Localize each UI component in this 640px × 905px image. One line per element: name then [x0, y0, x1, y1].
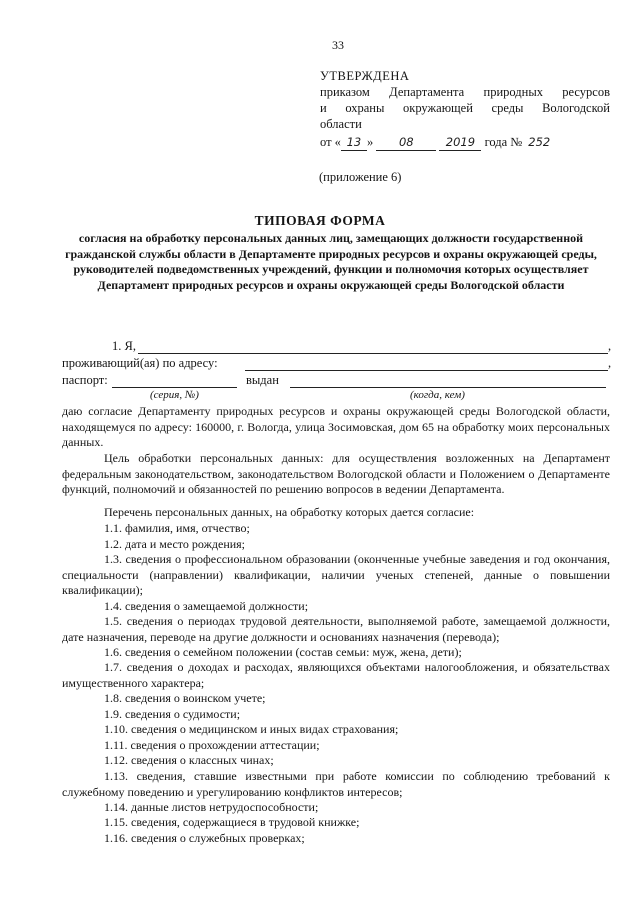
list-item: 1.2. дата и место рождения; — [104, 537, 246, 551]
approval-line-2: и охраны окружающей среды Вологодской — [320, 101, 610, 115]
list-item: 1.7. сведения о доходах и расходах, являющихся объектами налогообложения, и обязательствах имущественного характера; — [62, 660, 610, 690]
list-item: 1.1. фамилия, имя, отчество; — [104, 521, 250, 535]
handwritten-month: 08 — [376, 134, 436, 151]
date-prefix: от « — [320, 135, 341, 149]
list-item: 1.5. сведения о периодах трудовой деятельности, выполняемой работе, замещаемой должности, дате назначения, переводе на другие должности и основаниях назначения (перевода); — [62, 614, 610, 644]
list-item: 1.16. сведения о служебных проверках; — [104, 831, 305, 845]
approval-line-1: приказом Департамента природных ресурсов — [320, 85, 610, 99]
issued-label: выдан — [246, 373, 279, 387]
handwritten-year: 2019 — [439, 134, 481, 151]
page-number: 33 — [332, 38, 344, 52]
list-item: 1.12. сведения о классных чинах; — [104, 753, 274, 767]
address-comma: , — [608, 356, 612, 370]
series-caption: (серия, №) — [150, 389, 199, 401]
list-item: 1.13. сведения, ставшие известными при работе комиссии по соблюдению требований к служебному поведению и урегулированию конфликтов интересов; — [62, 769, 610, 799]
list-item: 1.10. сведения о медицинском и иных видах страхования; — [104, 722, 399, 736]
list-intro-text: Перечень персональных данных, на обработку которых дается согласие: — [104, 505, 475, 519]
appendix-label: (приложение 6) — [319, 170, 402, 184]
passport-series-underline[interactable] — [112, 387, 237, 388]
approval-date-line — [320, 134, 610, 151]
approval-title: УТВЕРЖДЕНА — [320, 69, 410, 83]
purpose-paragraph — [62, 451, 610, 498]
consent-paragraph: даю согласие Департаменту природных ресурсов и охраны окружающей среды Вологодской области, находящемуся по адресу: 160000, г. Вологда, улица Зосимовская, дом 65 на обработку моих персональных данных. — [62, 404, 610, 449]
list-item: 1.4. сведения о замещаемой должности; — [104, 599, 309, 613]
issuer-caption: (когда, кем) — [410, 389, 465, 401]
list-item: 1.6. сведения о семейном положении (состав семьи: муж, жена, дети); — [104, 645, 462, 659]
passport-issuer-underline[interactable] — [290, 387, 606, 388]
i-label: 1. Я, — [112, 339, 136, 353]
approval-line-3: области — [320, 117, 362, 131]
fullname-underline[interactable] — [138, 353, 608, 354]
passport-label: паспорт: — [62, 373, 108, 387]
form-subtitle: согласия на обработку персональных данных лиц, замещающих должности государственной гражданской службы области в Департаменте природных ресурсов и охраны окружающей среды, руководителей подведомственных учреждений, функции и полномочия которых осуществляет Департамент природных ресурсов и охраны окружающей среды Вологодской области — [65, 231, 597, 292]
handwritten-day: 13 — [341, 134, 367, 151]
list-item: 1.14. данные листов нетрудоспособности; — [104, 800, 319, 814]
purpose-text: Цель обработки персональных данных: для осуществления возложенных на Департамент федеральным законодательством, законодательством Вологодской области и Положением о Департаменте функций, полномочий и обязанностей по решению вопросов в ведении Департамента. — [62, 451, 610, 496]
list-item: 1.9. сведения о судимости; — [104, 707, 241, 721]
list-intro — [62, 505, 610, 521]
list-item: 1.8. сведения о воинском учете; — [104, 691, 266, 705]
residing-label: проживающий(ая) по адресу: — [62, 356, 218, 370]
address-underline[interactable] — [245, 370, 608, 371]
approval-block — [320, 68, 610, 151]
form-title: ТИПОВАЯ ФОРМА — [254, 213, 386, 228]
year-suffix: года № — [484, 135, 523, 149]
list-item: 1.15. сведения, содержащиеся в трудовой книжке; — [104, 815, 360, 829]
date-day-close: » — [366, 135, 374, 149]
fullname-comma: , — [608, 339, 612, 353]
list-item: 1.11. сведения о прохождении аттестации; — [104, 738, 320, 752]
list-item: 1.3. сведения о профессиональном образовании (оконченные учебные заведения и год окончания, специальности (направлении) квалификации, наличии ученых степеней, данные о повышении квалификации); — [62, 552, 610, 597]
handwritten-order-number: 252 — [528, 135, 551, 149]
